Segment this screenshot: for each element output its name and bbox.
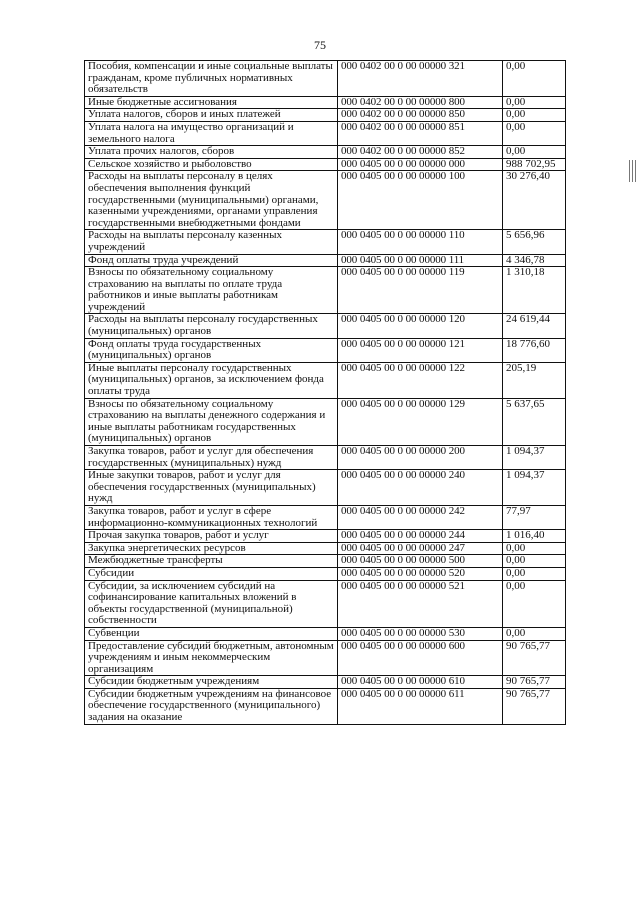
row-name-cell: Взносы по обязательному социальному страхованию на выплаты по оплате труда работников и иные выплаты работникам учреждений bbox=[85, 267, 338, 314]
table-body bbox=[85, 61, 566, 725]
binding-mark bbox=[629, 160, 630, 182]
row-amount-cell: 0,00 bbox=[503, 542, 566, 555]
row-code-cell: 000 0405 00 0 00 00000 119 bbox=[338, 267, 503, 314]
row-name-cell: Фонд оплаты труда учреждений bbox=[85, 254, 338, 267]
binding-marks bbox=[628, 160, 638, 182]
row-amount-cell: 0,00 bbox=[503, 627, 566, 640]
row-code-cell: 000 0405 00 0 00 00000 122 bbox=[338, 362, 503, 398]
table-row bbox=[85, 640, 566, 676]
row-amount-cell: 0,00 bbox=[503, 567, 566, 580]
table-row bbox=[85, 267, 566, 314]
table-row bbox=[85, 688, 566, 724]
table-row bbox=[85, 470, 566, 506]
table-row bbox=[85, 676, 566, 689]
row-amount-cell: 1 094,37 bbox=[503, 446, 566, 470]
row-name-cell: Субсидии bbox=[85, 567, 338, 580]
table-row bbox=[85, 580, 566, 627]
table-row bbox=[85, 158, 566, 171]
budget-table bbox=[84, 60, 566, 725]
row-amount-cell: 30 276,40 bbox=[503, 171, 566, 230]
table-row bbox=[85, 121, 566, 145]
row-amount-cell: 0,00 bbox=[503, 61, 566, 97]
row-name-cell: Закупка товаров, работ и услуг для обеспечения государственных (муниципальных) нужд bbox=[85, 446, 338, 470]
row-name-cell: Расходы на выплаты персоналу государственных (муниципальных) органов bbox=[85, 314, 338, 338]
row-code-cell: 000 0405 00 0 00 00000 247 bbox=[338, 542, 503, 555]
row-code-cell: 000 0405 00 0 00 00000 240 bbox=[338, 470, 503, 506]
row-code-cell: 000 0402 00 0 00 00000 850 bbox=[338, 109, 503, 122]
row-name-cell: Субвенции bbox=[85, 627, 338, 640]
row-name-cell: Субсидии бюджетным учреждениям на финансовое обеспечение государственного (муниципального) задания на оказание bbox=[85, 688, 338, 724]
row-name-cell: Взносы по обязательному социальному страхованию на выплаты денежного содержания и иные выплаты работникам государственных (муниципальных) органов bbox=[85, 398, 338, 445]
table-row bbox=[85, 362, 566, 398]
row-amount-cell: 0,00 bbox=[503, 580, 566, 627]
table-row bbox=[85, 61, 566, 97]
binding-mark bbox=[632, 160, 633, 182]
row-code-cell: 000 0405 00 0 00 00000 610 bbox=[338, 676, 503, 689]
table-row bbox=[85, 338, 566, 362]
table-row bbox=[85, 567, 566, 580]
row-name-cell: Иные выплаты персоналу государственных (муниципальных) органов, за исключением фонда оплаты труда bbox=[85, 362, 338, 398]
row-code-cell: 000 0405 00 0 00 00000 244 bbox=[338, 530, 503, 543]
table-row bbox=[85, 314, 566, 338]
table-row bbox=[85, 109, 566, 122]
row-amount-cell: 4 346,78 bbox=[503, 254, 566, 267]
row-amount-cell: 90 765,77 bbox=[503, 676, 566, 689]
row-code-cell: 000 0402 00 0 00 00000 800 bbox=[338, 96, 503, 109]
row-code-cell: 000 0405 00 0 00 00000 120 bbox=[338, 314, 503, 338]
row-amount-cell: 5 656,96 bbox=[503, 230, 566, 254]
row-name-cell: Расходы на выплаты персоналу в целях обеспечения выполнения функций государственными (муниципальными) органами, казенными учреждениями, органами управления государственными внебюджетными фондами bbox=[85, 171, 338, 230]
row-name-cell: Закупка товаров, работ и услуг в сфере информационно-коммуникационных технологий bbox=[85, 505, 338, 529]
row-code-cell: 000 0405 00 0 00 00000 111 bbox=[338, 254, 503, 267]
table-row bbox=[85, 446, 566, 470]
table-row bbox=[85, 96, 566, 109]
row-name-cell: Уплата прочих налогов, сборов bbox=[85, 146, 338, 159]
row-name-cell: Межбюджетные трансферты bbox=[85, 555, 338, 568]
row-code-cell: 000 0405 00 0 00 00000 129 bbox=[338, 398, 503, 445]
row-name-cell: Закупка энергетических ресурсов bbox=[85, 542, 338, 555]
table-row bbox=[85, 254, 566, 267]
row-amount-cell: 1 310,18 bbox=[503, 267, 566, 314]
row-code-cell: 000 0405 00 0 00 00000 520 bbox=[338, 567, 503, 580]
row-amount-cell: 5 637,65 bbox=[503, 398, 566, 445]
row-amount-cell: 1 016,40 bbox=[503, 530, 566, 543]
row-code-cell: 000 0402 00 0 00 00000 852 bbox=[338, 146, 503, 159]
row-code-cell: 000 0405 00 0 00 00000 521 bbox=[338, 580, 503, 627]
row-amount-cell: 205,19 bbox=[503, 362, 566, 398]
row-amount-cell: 0,00 bbox=[503, 146, 566, 159]
row-amount-cell: 1 094,37 bbox=[503, 470, 566, 506]
row-code-cell: 000 0405 00 0 00 00000 500 bbox=[338, 555, 503, 568]
row-code-cell: 000 0405 00 0 00 00000 600 bbox=[338, 640, 503, 676]
binding-mark bbox=[635, 160, 636, 182]
page-number: 75 bbox=[314, 38, 326, 52]
row-code-cell: 000 0405 00 0 00 00000 242 bbox=[338, 505, 503, 529]
table-row bbox=[85, 530, 566, 543]
row-name-cell: Субсидии бюджетным учреждениям bbox=[85, 676, 338, 689]
row-name-cell: Прочая закупка товаров, работ и услуг bbox=[85, 530, 338, 543]
row-code-cell: 000 0405 00 0 00 00000 000 bbox=[338, 158, 503, 171]
table-row bbox=[85, 398, 566, 445]
row-code-cell: 000 0405 00 0 00 00000 100 bbox=[338, 171, 503, 230]
row-code-cell: 000 0405 00 0 00 00000 200 bbox=[338, 446, 503, 470]
table-row bbox=[85, 555, 566, 568]
row-name-cell: Иные закупки товаров, работ и услуг для обеспечения государственных (муниципальных) нужд bbox=[85, 470, 338, 506]
row-name-cell: Уплата налога на имущество организаций и земельного налога bbox=[85, 121, 338, 145]
row-name-cell: Расходы на выплаты персоналу казенных учреждений bbox=[85, 230, 338, 254]
table-row bbox=[85, 542, 566, 555]
table-row bbox=[85, 146, 566, 159]
row-amount-cell: 0,00 bbox=[503, 109, 566, 122]
table-row bbox=[85, 505, 566, 529]
row-name-cell: Сельское хозяйство и рыболовство bbox=[85, 158, 338, 171]
row-name-cell: Фонд оплаты труда государственных (муниципальных) органов bbox=[85, 338, 338, 362]
row-amount-cell: 90 765,77 bbox=[503, 688, 566, 724]
row-amount-cell: 0,00 bbox=[503, 121, 566, 145]
row-amount-cell: 988 702,95 bbox=[503, 158, 566, 171]
row-code-cell: 000 0405 00 0 00 00000 611 bbox=[338, 688, 503, 724]
table-row bbox=[85, 627, 566, 640]
row-name-cell: Субсидии, за исключением субсидий на софинансирование капитальных вложений в объекты государственной (муниципальной) собственности bbox=[85, 580, 338, 627]
row-amount-cell: 0,00 bbox=[503, 96, 566, 109]
row-name-cell: Иные бюджетные ассигнования bbox=[85, 96, 338, 109]
table-row bbox=[85, 171, 566, 230]
row-code-cell: 000 0405 00 0 00 00000 530 bbox=[338, 627, 503, 640]
row-code-cell: 000 0402 00 0 00 00000 851 bbox=[338, 121, 503, 145]
row-name-cell: Уплата налогов, сборов и иных платежей bbox=[85, 109, 338, 122]
row-amount-cell: 24 619,44 bbox=[503, 314, 566, 338]
row-name-cell: Пособия, компенсации и иные социальные выплаты гражданам, кроме публичных нормативных обязательств bbox=[85, 61, 338, 97]
row-amount-cell: 0,00 bbox=[503, 555, 566, 568]
row-amount-cell: 77,97 bbox=[503, 505, 566, 529]
table-row bbox=[85, 230, 566, 254]
row-code-cell: 000 0405 00 0 00 00000 110 bbox=[338, 230, 503, 254]
row-code-cell: 000 0405 00 0 00 00000 121 bbox=[338, 338, 503, 362]
row-amount-cell: 18 776,60 bbox=[503, 338, 566, 362]
row-code-cell: 000 0402 00 0 00 00000 321 bbox=[338, 61, 503, 97]
row-amount-cell: 90 765,77 bbox=[503, 640, 566, 676]
row-name-cell: Предоставление субсидий бюджетным, автономным учреждениям и иным некоммерческим организациям bbox=[85, 640, 338, 676]
